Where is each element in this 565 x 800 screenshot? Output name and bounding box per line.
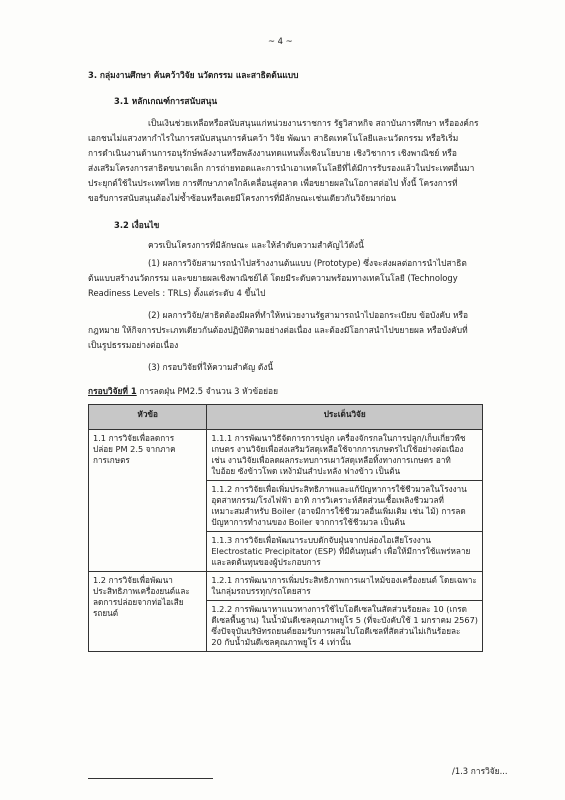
section-3-1-line: ส่งเสริมโครงการสาธิตขนาดเล็ก การถ่ายทอดและการนำเอาเทคโนโลยีที่ได้มีการรับรองแล้วในประเทศอื่นมา	[88, 163, 475, 173]
framework-text: การลดฝุ่น PM2.5 จำนวน 3 หัวข้อย่อย	[136, 386, 278, 396]
header-research-issue: ประเด็นวิจัย	[207, 405, 483, 430]
issue-cell-1-1-1	[207, 430, 483, 481]
issue-line: ปัญหาการทำงานของ Boiler จากการใช้ชีวมวล เป็นต้น	[211, 517, 406, 527]
topic-line: รถยนต์	[93, 608, 119, 618]
table-row	[89, 430, 483, 481]
continuation-marker: /1.3 การวิจัย...	[452, 766, 508, 776]
framework-label: กรอบวิจัยที่ 1	[88, 386, 137, 396]
condition-1-line: Readiness Levels : TRLs) ตั้งแต่ระดับ 4 ขึ้นไป	[88, 288, 266, 298]
topic-cell-1-1	[89, 430, 207, 572]
section-3-1-line: เป็นเงินช่วยเหลือหรือสนับสนุนแก่หน่วยงานราชการ รัฐวิสาหกิจ สถาบันการศึกษา หรือองค์กร	[148, 118, 479, 128]
research-framework-table	[88, 404, 483, 652]
issue-cell-1-1-2	[207, 481, 483, 532]
condition-2-line: เป็นรูปธรรมอย่างต่อเนื่อง	[88, 340, 179, 350]
issue-line: ซึ่งปัจจุบันบริษัทรถยนต์ยอมรับการผสมไบโอดีเซลที่สัดส่วนไม่เกินร้อยละ	[211, 626, 461, 636]
issue-line: ในกลุ่มรถบรรทุก/รถโดยสาร	[211, 586, 311, 596]
issue-line: 1.1.3 การวิจัยเพื่อพัฒนาระบบดักจับฝุ่นจากปล่องไอเสียโรงงาน	[211, 535, 432, 545]
topic-line: 1.1 การวิจัยเพื่อลดการ	[93, 433, 175, 443]
section-3-2-intro: ควรเป็นโครงการที่มีลักษณะ และให้ลำดับความสำคัญไว้ดังนี้	[148, 240, 364, 250]
issue-cell-1-1-3	[207, 532, 483, 572]
issue-line: Electrostatic Precipitator (ESP) ที่มีต้นทุนต่ำ เพื่อให้มีการใช้แพร่หลาย	[211, 546, 471, 556]
issue-cell-1-2-2	[207, 601, 483, 652]
topic-cell-1-2	[89, 572, 207, 652]
issue-line: 1.2.1 การพัฒนาการเพิ่มประสิทธิภาพการเผาไหม้ของเครื่องยนต์ โดยเฉพาะ	[211, 575, 477, 585]
issue-line: เช่น งานวิจัยเพื่อลดผลกระทบการเผาวัสดุเหลือทิ้งทางการเกษตร อาทิ	[211, 455, 451, 465]
issue-line: 1.2.2 การพัฒนาหาแนวทางการใช้ไบโอดีเซลในสัดส่วนร้อยละ 10 (เกรด	[211, 604, 467, 614]
issue-line: 1.1.2 การวิจัยเพื่อเพิ่มประสิทธิภาพและแก้ปัญหาการใช้ชีวมวลในโรงงาน	[211, 484, 467, 494]
section-3-1-line: ขอรับการสนับสนุนต้องไม่ซ้ำซ้อนหรือเคยมีโครงการที่มีลักษณะเช่นเดียวกันวิจัยมาก่อน	[88, 193, 397, 203]
condition-1-line: ต้นแบบสร้างนวัตกรรม และขยายผลเชิงพาณิชย์ได้ โดยมีระดับความพร้อมทางเทคโนโลยี (Technology	[88, 273, 458, 283]
issue-line: และลดต้นทุนของผู้ประกอบการ	[211, 557, 321, 567]
condition-1-line: (1) ผลการวิจัยสามารถนำไปสร้างงานต้นแบบ (Prototype) ซึ่งจะส่งผลต่อการนำไปสาธิต	[148, 258, 467, 268]
table-row	[89, 572, 483, 601]
issue-line: 1.1.1 การพัฒนาวิธีจัดการการปลูก เครื่องจักรกลในการปลูก/เก็บเกี่ยวพืช	[211, 433, 466, 443]
issue-line: 20 กับน้ำมันดีเซลคุณภาพยูโร 4 เท่านั้น	[211, 637, 351, 647]
issue-cell-1-2-1	[207, 572, 483, 601]
topic-line: การเกษตร	[93, 455, 130, 465]
condition-2-line: (2) ผลการวิจัย/สาธิตต้องมีผลที่ทำให้หน่วยงานรัฐสามารถนำไปออกระเบียบ ข้อบังคับ หรือ	[148, 310, 469, 320]
topic-line: ลดการปล่อยจากท่อไอเสีย	[93, 597, 184, 607]
issue-line: อุตสาหกรรม/โรงไฟฟ้า อาทิ การวิเคราะห์สัดส่วนเชื้อเพลิงชีวมวลที่	[211, 495, 444, 505]
section-3-1-line: เอกชนไม่แสวงหากำไรในการสนับสนุนการค้นคว้า วิจัย พัฒนา สาธิตเทคโนโลยีและนวัตกรรม หรือริเริ่ม	[88, 133, 459, 143]
condition-2-line: กฎหมาย ให้กิจการประเภทเดียวกันต้องปฏิบัติตามอย่างต่อเนื่อง และต้องมีโอกาสนำไปขยายผล หรือบังคับที่	[88, 325, 468, 335]
section-3-1-line: การดำเนินงานด้านการอนุรักษ์พลังงานหรือพลังงานทดแทนทั้งเชิงนโยบาย เชิงวิชาการ เชิงพาณิชย์ หรือ	[88, 148, 457, 158]
section-3-2-heading: 3.2 เงื่อนไข	[114, 220, 160, 230]
issue-line: ใบอ้อย ซังข้าวโพด เหง้ามันสำปะหลัง ฟางข้าว เป็นต้น	[211, 466, 401, 476]
header-topic: หัวข้อ	[89, 405, 207, 430]
table-header-row	[89, 405, 483, 430]
page-number: ~ 4 ~	[268, 36, 293, 46]
topic-line: 1.2 การวิจัยเพื่อพัฒนา	[93, 575, 173, 585]
issue-line: เหมาะสมสำหรับ Boiler (อาจมีการใช้ชีวมวลอื่นเพิ่มเติม เช่น ไม้) การลด	[211, 506, 466, 516]
topic-line: ประสิทธิภาพเครื่องยนต์และ	[93, 586, 190, 596]
topic-line: ปล่อย PM 2.5 จากภาค	[93, 444, 176, 454]
footnote-divider	[88, 778, 213, 779]
section-3-heading: 3. กลุ่มงานศึกษา ค้นคว้าวิจัย นวัตกรรม และสาธิตต้นแบบ	[88, 70, 299, 80]
issue-line: ดีเซลพื้นฐาน) ในน้ำมันดีเซลคุณภาพยูโร 5 (ที่จะบังคับใช้ 1 มกราคม 2567)	[211, 615, 478, 625]
section-3-1-heading: 3.1 หลักเกณฑ์การสนับสนุน	[114, 96, 218, 106]
section-3-1-line: ประยุกต์ใช้ในประเทศไทย การศึกษาภาคใกล้เคลื่อนสู่ตลาด เพื่อขยายผลในโอกาสต่อไป ทั้งนี้ โครงการที่	[88, 178, 458, 188]
condition-3-line: (3) กรอบวิจัยที่ให้ความสำคัญ ดังนี้	[148, 362, 274, 372]
issue-line: เกษตร งานวิจัยเพื่อส่งเสริมวัสดุเหลือใช้จากการเกษตรไปใช้อย่างต่อเนื่อง	[211, 444, 464, 454]
framework-title	[88, 386, 278, 397]
